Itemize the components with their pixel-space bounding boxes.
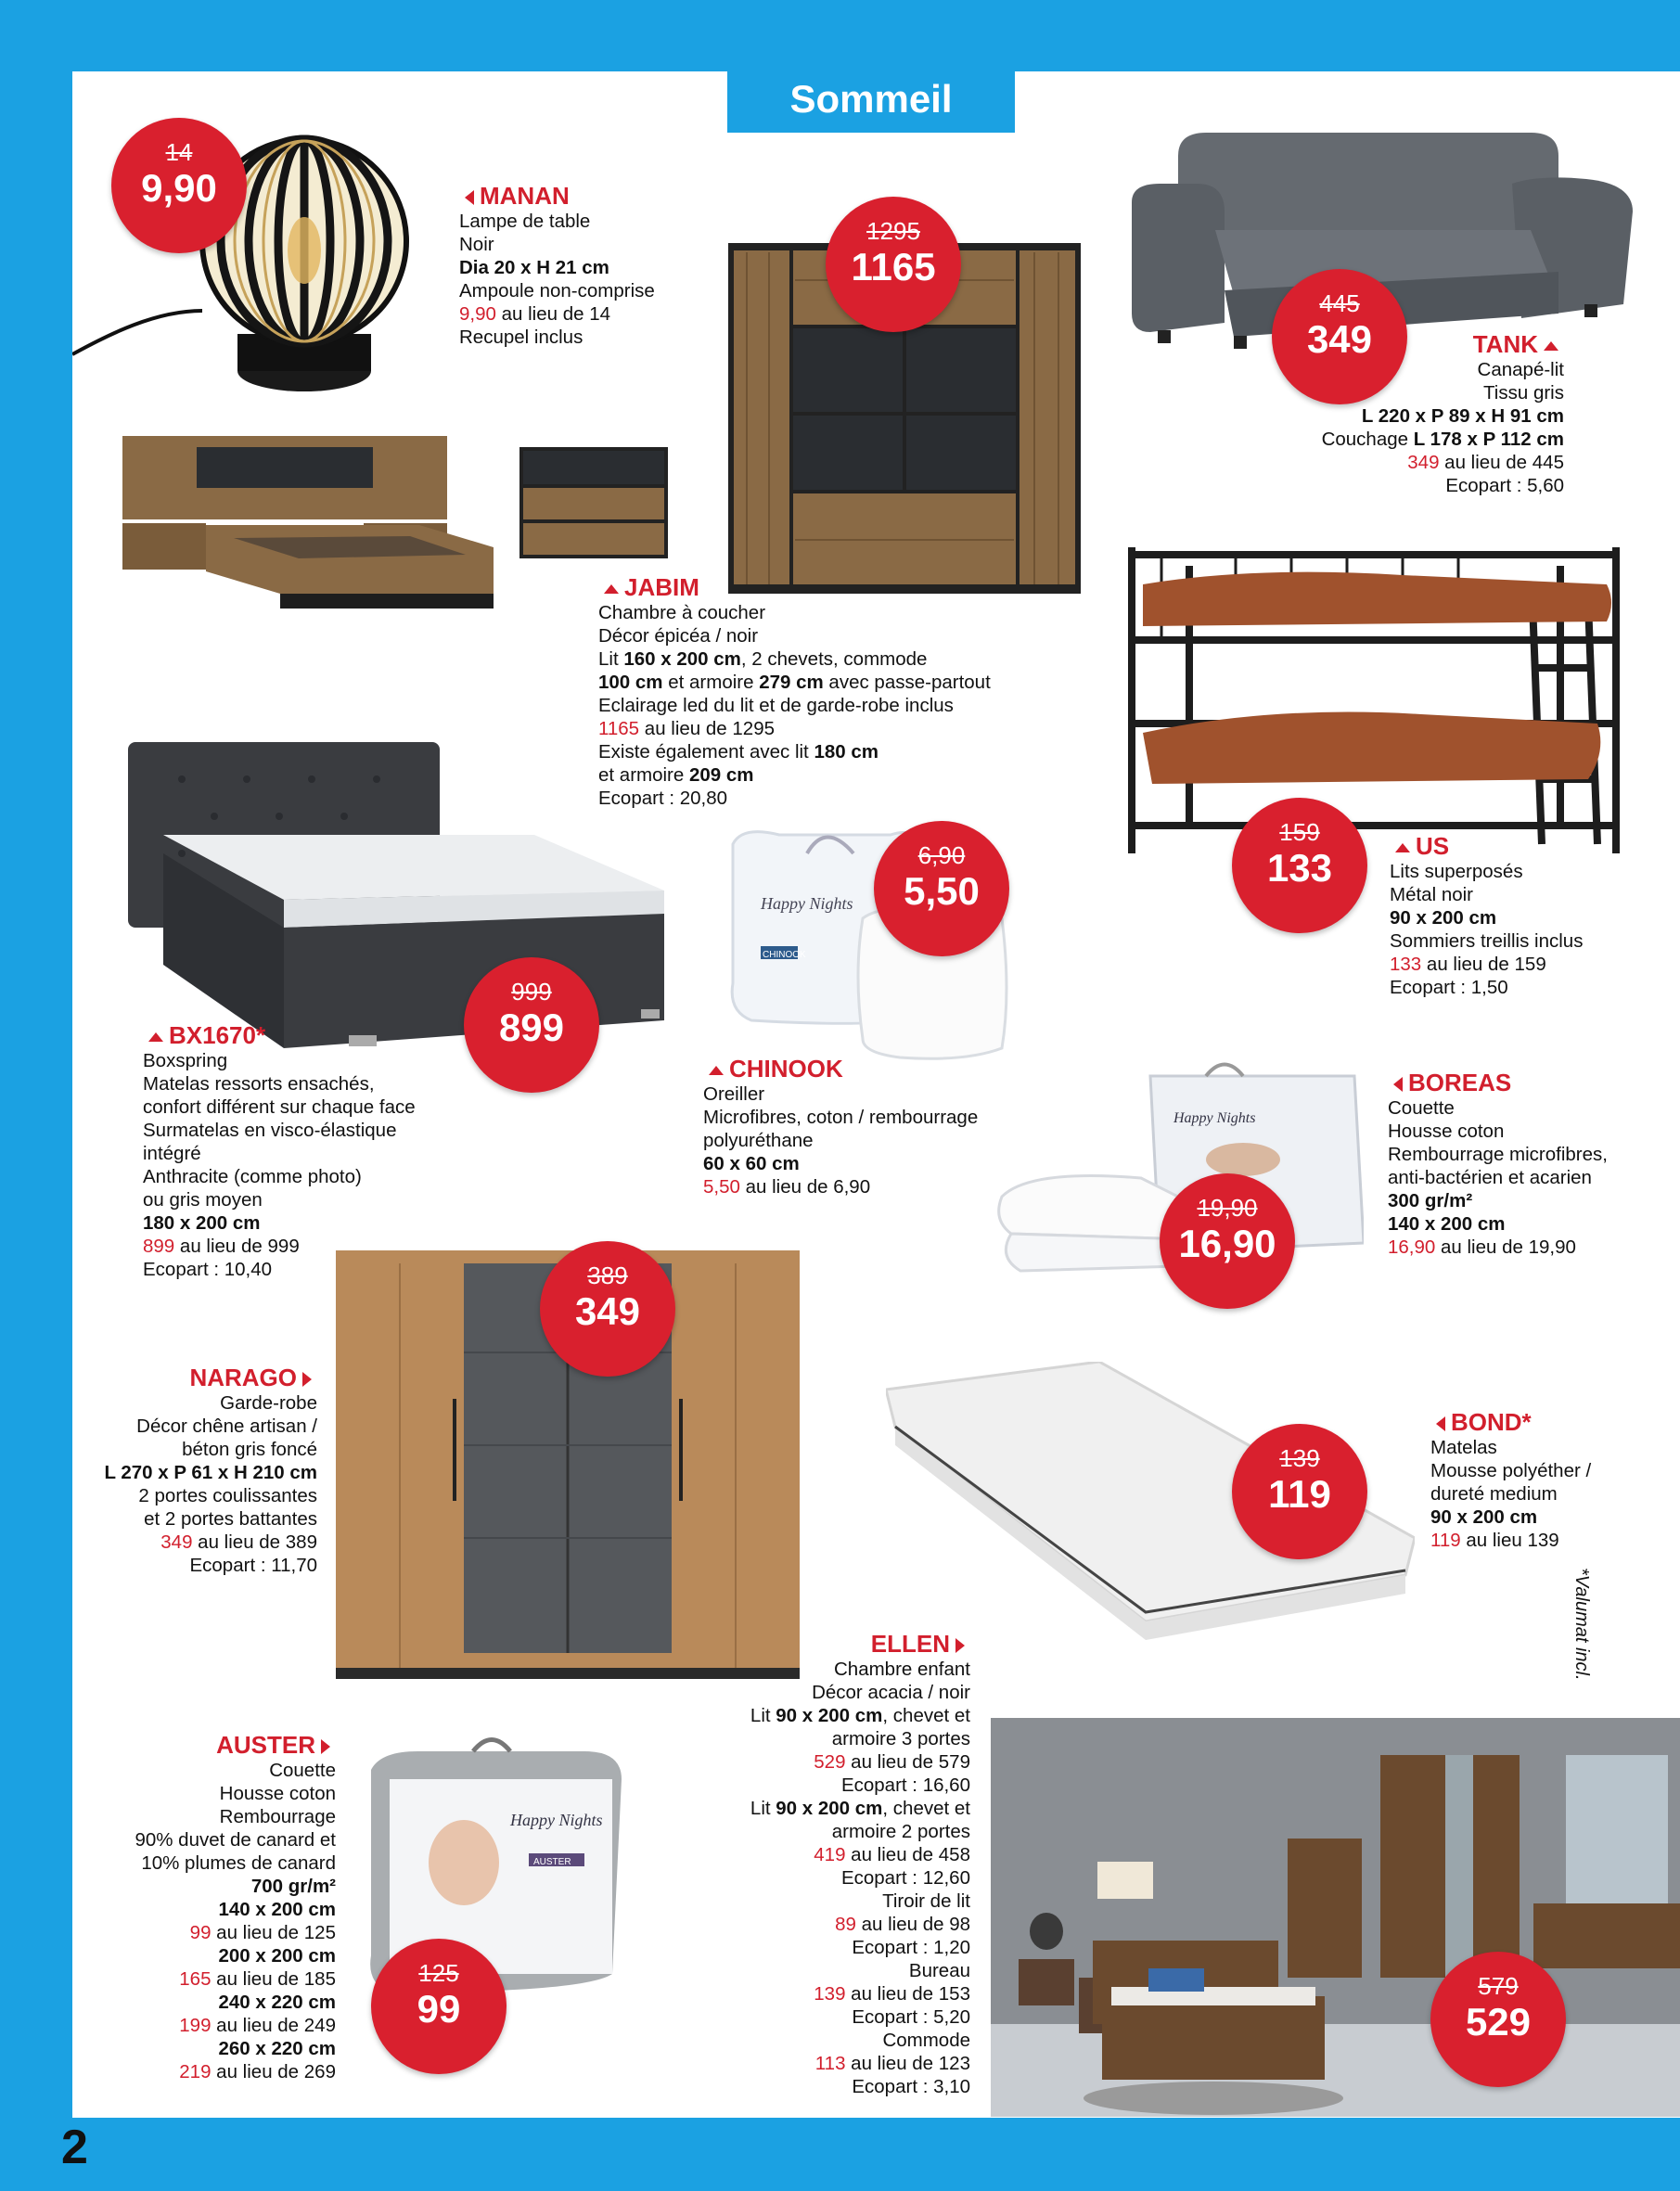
jabim-arrow-icon bbox=[604, 584, 619, 594]
chinook-description bbox=[703, 1055, 978, 1198]
jabim-ecopart: Ecopart : 20,80 bbox=[598, 788, 728, 809]
us-name: US bbox=[1416, 832, 1450, 860]
bx1670-price-old: au lieu de 999 bbox=[174, 1236, 300, 1257]
auster-size: 240 x 220 cm bbox=[218, 1992, 336, 2013]
bx1670-ecopart: Ecopart : 10,40 bbox=[143, 1259, 273, 1280]
manan-line: Ampoule non-comprise bbox=[459, 280, 655, 301]
boreas-description bbox=[1388, 1069, 1608, 1259]
auster-price-new: 199 bbox=[179, 2015, 212, 2036]
boreas-line: Rembourrage microfibres, bbox=[1388, 1144, 1608, 1165]
auster-price-line bbox=[83, 2060, 336, 2083]
bx1670-line: Matelas ressorts ensachés, bbox=[143, 1073, 375, 1095]
manan-line: Lampe de table bbox=[459, 211, 591, 232]
narago-description bbox=[83, 1364, 317, 1577]
narago-line: Décor chêne artisan / bbox=[136, 1416, 317, 1437]
jabim-price-line bbox=[598, 717, 991, 740]
ellen-price-line bbox=[686, 1843, 970, 1866]
ellen-price-new: 419 bbox=[814, 1844, 846, 1865]
narago-line: L 270 x P 61 x H 210 cm bbox=[104, 1462, 317, 1483]
boreas-arrow-icon bbox=[1393, 1077, 1403, 1092]
auster-line: Housse coton bbox=[219, 1783, 336, 1804]
auster-size: 260 x 220 cm bbox=[218, 2038, 336, 2059]
us-line: 90 x 200 cm bbox=[1390, 907, 1497, 929]
us-price-new: 133 bbox=[1390, 954, 1422, 975]
ellen-price-old: au lieu de 458 bbox=[845, 1844, 970, 1865]
ellen-ecopart: Ecopart : 3,10 bbox=[852, 2076, 970, 2097]
chinook-title bbox=[703, 1055, 978, 1083]
auster-pack-model: AUSTER bbox=[533, 1857, 571, 1867]
bx1670-name: BX1670* bbox=[169, 1021, 266, 1049]
ellen-ecopart: Ecopart : 16,60 bbox=[840, 1775, 970, 1796]
chinook-line: 60 x 60 cm bbox=[703, 1153, 800, 1174]
us-title bbox=[1390, 832, 1583, 860]
ellen-arrow-icon bbox=[955, 1638, 965, 1653]
tank-badge-old: 445 bbox=[1319, 289, 1360, 317]
jabim-line bbox=[598, 763, 991, 787]
manan-badge-old: 14 bbox=[165, 138, 193, 166]
manan-extra: Recupel inclus bbox=[459, 327, 584, 348]
manan-badge-new: 9,90 bbox=[141, 166, 217, 210]
bond-price-badge bbox=[1232, 1424, 1367, 1559]
ellen-line: Bureau bbox=[908, 1960, 970, 1981]
us-badge-old: 159 bbox=[1279, 818, 1320, 846]
bx1670-line: ou gris moyen bbox=[143, 1189, 263, 1211]
jabim-line: Chambre à coucher bbox=[598, 602, 766, 623]
ellen-line: armoire 2 portes bbox=[831, 1821, 970, 1842]
ellen-room-photo bbox=[991, 1718, 1680, 2117]
chinook-arrow-icon bbox=[709, 1066, 724, 1075]
jabim-size: 209 cm bbox=[688, 764, 754, 786]
bond-price-old: au lieu 139 bbox=[1460, 1530, 1559, 1551]
jabim-size: 180 cm bbox=[814, 741, 878, 762]
tank-price-old: au lieu de 445 bbox=[1439, 452, 1564, 473]
auster-pack-brand: Happy Nights bbox=[510, 1811, 603, 1829]
tank-line: Tissu gris bbox=[1483, 382, 1564, 404]
chinook-price-line bbox=[703, 1175, 978, 1198]
auster-badge-new: 99 bbox=[417, 1987, 461, 2031]
narago-price-old: au lieu de 389 bbox=[192, 1531, 317, 1553]
boreas-price-old: au lieu de 19,90 bbox=[1435, 1236, 1576, 1258]
bx1670-price-badge bbox=[464, 957, 599, 1093]
chinook-price-badge bbox=[874, 821, 1009, 956]
auster-price-line bbox=[83, 1967, 336, 1991]
ellen-price-new: 89 bbox=[835, 1914, 856, 1935]
section-tab bbox=[727, 71, 1015, 133]
us-price-line bbox=[1390, 953, 1583, 976]
bond-name: BOND* bbox=[1451, 1408, 1532, 1436]
tank-title bbox=[1280, 330, 1564, 358]
boreas-price-line bbox=[1388, 1236, 1608, 1259]
boreas-badge-old: 19,90 bbox=[1197, 1194, 1258, 1222]
ellen-price-line bbox=[686, 1913, 970, 1936]
ellen-line: Commode bbox=[882, 2030, 970, 2051]
jabim-line bbox=[598, 647, 991, 671]
bond-line: Mousse polyéther / bbox=[1430, 1460, 1592, 1481]
tank-price-new: 349 bbox=[1407, 452, 1440, 473]
bx1670-badge-new: 899 bbox=[498, 1006, 565, 1049]
bx1670-line: confort différent sur chaque face bbox=[143, 1096, 416, 1118]
chinook-price-new: 5,50 bbox=[703, 1176, 740, 1198]
narago-price-badge bbox=[540, 1241, 675, 1377]
jabim-line: Eclairage led du lit et de garde-robe inclus bbox=[598, 695, 954, 716]
ellen-line: Chambre enfant bbox=[833, 1659, 970, 1680]
tank-line: L 220 x P 89 x H 91 cm bbox=[1361, 405, 1564, 427]
ellen-price-badge bbox=[1430, 1952, 1566, 2087]
bx1670-price-line bbox=[143, 1235, 416, 1258]
narago-ecopart: Ecopart : 11,70 bbox=[189, 1555, 317, 1576]
jabim-text: et armoire bbox=[662, 672, 760, 693]
jabim-size: 160 x 200 cm bbox=[623, 648, 741, 670]
jabim-text: Lit bbox=[598, 648, 624, 670]
section-title: Sommeil bbox=[789, 77, 953, 121]
tank-name: TANK bbox=[1472, 330, 1538, 358]
auster-price-badge bbox=[371, 1939, 507, 2074]
bond-badge-old: 139 bbox=[1279, 1444, 1320, 1472]
chinook-price-old: au lieu de 6,90 bbox=[739, 1176, 871, 1198]
narago-price-new: 349 bbox=[160, 1531, 193, 1553]
ellen-line: Tiroir de lit bbox=[882, 1890, 970, 1912]
bx1670-size: 180 x 200 cm bbox=[143, 1212, 261, 1234]
boreas-price-new: 16,90 bbox=[1388, 1236, 1436, 1258]
bx1670-description bbox=[143, 1021, 416, 1281]
ellen-ecopart: Ecopart : 5,20 bbox=[852, 2006, 970, 2028]
narago-name: NARAGO bbox=[189, 1364, 297, 1391]
bond-badge-new: 119 bbox=[1268, 1472, 1331, 1516]
ellen-title bbox=[686, 1630, 970, 1658]
bx1670-line: Anthracite (comme photo) bbox=[143, 1166, 362, 1187]
jabim-text: avec passe-partout bbox=[823, 672, 991, 693]
chinook-pack-model: CHINOOK bbox=[763, 950, 806, 960]
jabim-price-old: au lieu de 1295 bbox=[639, 718, 775, 739]
boreas-name: BOREAS bbox=[1408, 1069, 1512, 1096]
auster-price-old: au lieu de 269 bbox=[211, 2061, 336, 2082]
tank-line bbox=[1280, 428, 1564, 451]
tank-badge-new: 349 bbox=[1306, 317, 1373, 361]
tank-size: L 178 x P 112 cm bbox=[1413, 429, 1564, 450]
manan-name: MANAN bbox=[480, 182, 570, 210]
ellen-ecopart: Ecopart : 12,60 bbox=[840, 1867, 970, 1889]
manan-price-new: 9,90 bbox=[459, 303, 496, 325]
bx1670-line: Boxspring bbox=[143, 1050, 228, 1071]
bond-line: dureté medium bbox=[1430, 1483, 1558, 1505]
jabim-price-new: 1165 bbox=[598, 718, 640, 739]
ellen-line bbox=[686, 1797, 970, 1820]
ellen-text: Lit bbox=[750, 1798, 776, 1819]
jabim-size: 279 cm bbox=[759, 672, 824, 693]
tank-arrow-icon bbox=[1544, 341, 1558, 351]
boreas-title bbox=[1388, 1069, 1608, 1096]
narago-line: 2 portes coulissantes bbox=[138, 1485, 317, 1506]
manan-price-badge bbox=[111, 118, 247, 253]
manan-price-line bbox=[459, 302, 655, 326]
boreas-line: anti-bactérien et acarien bbox=[1388, 1167, 1592, 1188]
us-price-old: au lieu de 159 bbox=[1421, 954, 1546, 975]
jabim-badge-new: 1165 bbox=[851, 245, 936, 288]
ellen-badge-new: 529 bbox=[1465, 2000, 1532, 2044]
auster-name: AUSTER bbox=[216, 1731, 315, 1759]
bond-description bbox=[1430, 1408, 1591, 1552]
boreas-line: Housse coton bbox=[1388, 1121, 1505, 1142]
chinook-line: Microfibres, coton / rembourrage bbox=[703, 1107, 979, 1128]
jabim-title bbox=[598, 573, 991, 601]
ellen-size: 90 x 200 cm bbox=[776, 1705, 883, 1726]
auster-size: 200 x 200 cm bbox=[218, 1945, 336, 1967]
jabim-line: Décor épicéa / noir bbox=[598, 625, 759, 647]
us-description bbox=[1390, 832, 1583, 999]
ellen-size: 90 x 200 cm bbox=[776, 1798, 883, 1819]
ellen-price-new: 139 bbox=[814, 1983, 846, 2005]
chinook-line: polyuréthane bbox=[703, 1130, 814, 1151]
narago-title bbox=[83, 1364, 317, 1391]
narago-line: et 2 portes battantes bbox=[144, 1508, 317, 1530]
tank-ecopart: Ecopart : 5,60 bbox=[1445, 475, 1564, 496]
ellen-badge-old: 579 bbox=[1478, 1972, 1519, 2000]
jabim-bed-photo bbox=[122, 436, 494, 612]
auster-title bbox=[83, 1731, 336, 1759]
ellen-name: ELLEN bbox=[870, 1630, 950, 1658]
ellen-text: Lit bbox=[750, 1705, 776, 1726]
auster-price-line bbox=[83, 1921, 336, 1944]
jabim-price-badge bbox=[826, 197, 961, 332]
us-badge-new: 133 bbox=[1266, 846, 1333, 890]
boreas-line: 140 x 200 cm bbox=[1388, 1213, 1506, 1235]
jabim-description bbox=[598, 573, 991, 810]
auster-price-old: au lieu de 249 bbox=[211, 2015, 336, 2036]
ellen-ecopart: Ecopart : 1,20 bbox=[852, 1937, 970, 1958]
auster-arrow-icon bbox=[321, 1739, 330, 1754]
ellen-price-old: au lieu de 123 bbox=[845, 2053, 970, 2074]
jabim-line bbox=[598, 740, 991, 763]
bx1670-line: Surmatelas en visco-élastique bbox=[143, 1120, 397, 1141]
manan-arrow-icon bbox=[465, 190, 474, 205]
bx1670-price-new: 899 bbox=[143, 1236, 175, 1257]
jabim-size: 100 cm bbox=[598, 672, 663, 693]
side-note: *Valumat incl. bbox=[1571, 1568, 1592, 1681]
boreas-price-badge bbox=[1160, 1173, 1295, 1309]
boreas-line: Couette bbox=[1388, 1097, 1455, 1119]
chinook-badge-old: 6,90 bbox=[917, 841, 966, 869]
manan-line: Dia 20 x H 21 cm bbox=[459, 257, 609, 278]
manan-description bbox=[459, 182, 655, 349]
auster-line: Couette bbox=[269, 1760, 336, 1781]
page-number: 2 bbox=[61, 2121, 88, 2174]
us-line: Lits superposés bbox=[1390, 861, 1523, 882]
auster-line: 10% plumes de canard bbox=[141, 1852, 336, 1874]
narago-price-line bbox=[83, 1531, 317, 1554]
narago-line: béton gris foncé bbox=[182, 1439, 317, 1460]
chinook-badge-new: 5,50 bbox=[904, 869, 980, 913]
narago-line: Garde-robe bbox=[220, 1392, 317, 1414]
jabim-line bbox=[598, 671, 991, 694]
bx1670-title bbox=[143, 1021, 416, 1049]
auster-size: 140 x 200 cm bbox=[218, 1899, 336, 1920]
jabim-text: Existe également avec lit bbox=[598, 741, 814, 762]
boreas-pack-brand: Happy Nights bbox=[1173, 1110, 1256, 1126]
chinook-line: Oreiller bbox=[703, 1083, 765, 1105]
narago-badge-old: 389 bbox=[587, 1262, 628, 1289]
ellen-text: , chevet et bbox=[882, 1798, 970, 1819]
auster-price-old: au lieu de 125 bbox=[211, 1922, 336, 1943]
jabim-commode-photo bbox=[519, 447, 668, 558]
bx1670-line: intégré bbox=[143, 1143, 201, 1164]
narago-badge-new: 349 bbox=[574, 1289, 641, 1333]
bond-line: Matelas bbox=[1430, 1437, 1497, 1458]
auster-line: Rembourrage bbox=[219, 1806, 336, 1827]
bond-price-line bbox=[1430, 1529, 1591, 1552]
auster-badge-old: 125 bbox=[418, 1959, 459, 1987]
ellen-line bbox=[686, 1704, 970, 1727]
tank-text: Couchage bbox=[1321, 429, 1414, 450]
jabim-badge-old: 1295 bbox=[866, 217, 920, 245]
ellen-price-line bbox=[686, 1750, 970, 1774]
us-price-badge bbox=[1232, 798, 1367, 933]
auster-price-old: au lieu de 185 bbox=[211, 1968, 336, 1990]
manan-title bbox=[459, 182, 655, 210]
tank-price-line bbox=[1280, 451, 1564, 474]
manan-line: Noir bbox=[459, 234, 494, 255]
ellen-price-new: 113 bbox=[814, 2053, 846, 2074]
manan-price-old: au lieu de 14 bbox=[495, 303, 611, 325]
bond-arrow-icon bbox=[1436, 1416, 1445, 1431]
ellen-price-old: au lieu de 98 bbox=[855, 1914, 970, 1935]
bond-line: 90 x 200 cm bbox=[1430, 1506, 1538, 1528]
ellen-description bbox=[686, 1630, 970, 2098]
auster-price-line bbox=[83, 2014, 336, 2037]
auster-line: 90% duvet de canard et bbox=[135, 1829, 336, 1851]
us-line: Sommiers treillis inclus bbox=[1390, 930, 1584, 952]
ellen-price-old: au lieu de 579 bbox=[845, 1751, 970, 1773]
tank-line: Canapé-lit bbox=[1477, 359, 1564, 380]
chinook-name: CHINOOK bbox=[729, 1055, 843, 1083]
auster-price-new: 219 bbox=[179, 2061, 212, 2082]
boreas-line: 300 gr/m² bbox=[1388, 1190, 1473, 1211]
jabim-text: et armoire bbox=[598, 764, 689, 786]
ellen-price-new: 529 bbox=[814, 1751, 846, 1773]
auster-price-new: 165 bbox=[179, 1968, 212, 1990]
ellen-text: , chevet et bbox=[882, 1705, 970, 1726]
ellen-price-line bbox=[686, 1982, 970, 2005]
bond-title bbox=[1430, 1408, 1591, 1436]
auster-description bbox=[83, 1731, 336, 2083]
jabim-text: , 2 chevets, commode bbox=[740, 648, 928, 670]
jabim-name: JABIM bbox=[624, 573, 699, 601]
tank-description bbox=[1280, 330, 1564, 497]
us-bunkbed-photo bbox=[1124, 547, 1623, 853]
bx1670-arrow-icon bbox=[148, 1032, 163, 1042]
ellen-line: Décor acacia / noir bbox=[812, 1682, 970, 1703]
ellen-price-old: au lieu de 153 bbox=[845, 1983, 970, 2005]
us-arrow-icon bbox=[1395, 843, 1410, 852]
ellen-line: armoire 3 portes bbox=[831, 1728, 970, 1749]
us-ecopart: Ecopart : 1,50 bbox=[1390, 977, 1508, 998]
bond-price-new: 119 bbox=[1430, 1530, 1461, 1551]
auster-price-new: 99 bbox=[189, 1922, 212, 1943]
bx1670-badge-old: 999 bbox=[511, 978, 552, 1006]
chinook-pack-brand: Happy Nights bbox=[761, 894, 853, 913]
boreas-badge-new: 16,90 bbox=[1178, 1222, 1276, 1265]
us-line: Métal noir bbox=[1390, 884, 1474, 905]
narago-arrow-icon bbox=[302, 1372, 312, 1387]
ellen-price-line bbox=[686, 2052, 970, 2075]
auster-line: 700 gr/m² bbox=[250, 1876, 336, 1897]
